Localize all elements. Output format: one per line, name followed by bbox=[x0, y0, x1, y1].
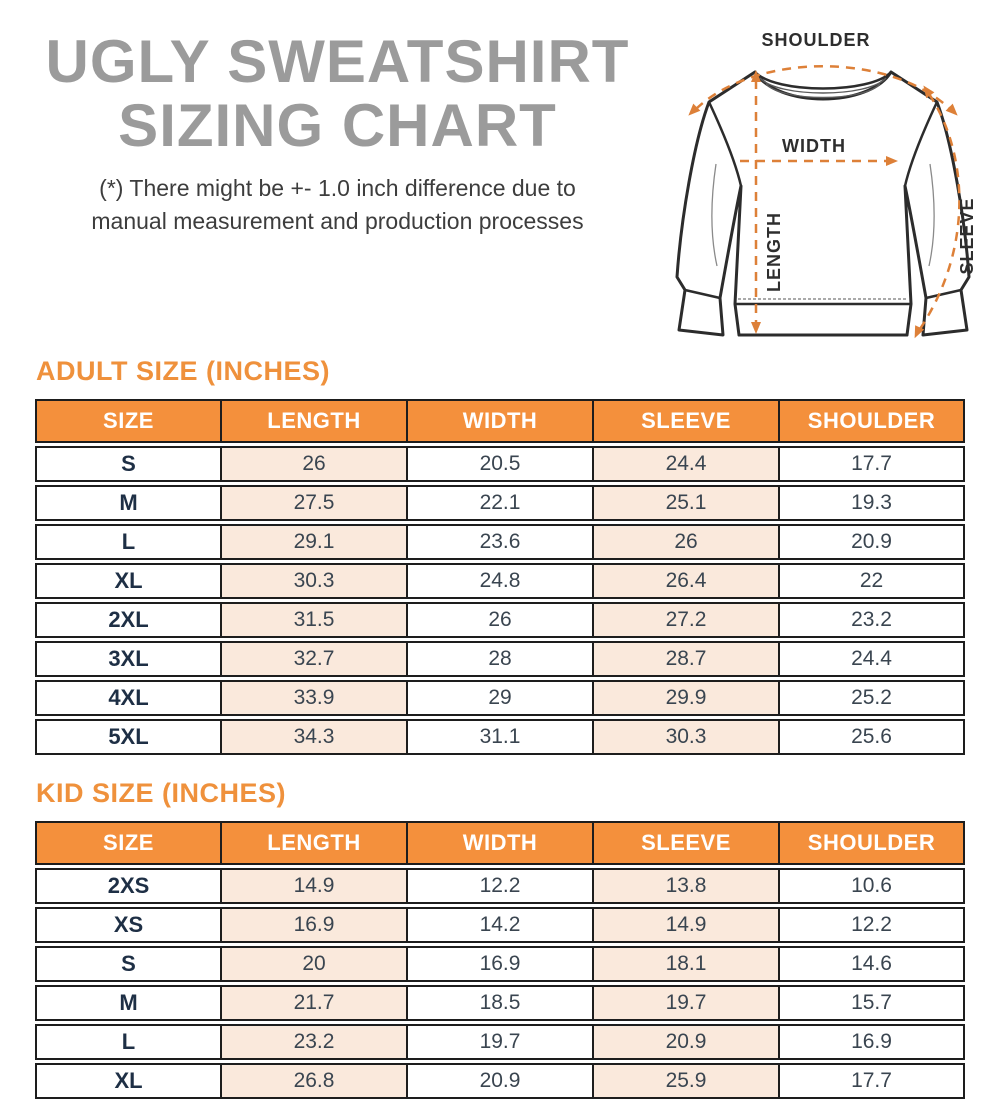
kid-col-sleeve: SLEEVE bbox=[593, 821, 779, 865]
shoulder-cell: 15.7 bbox=[779, 985, 965, 1021]
adult-col-size: SIZE bbox=[35, 399, 221, 443]
shoulder-arrowhead-right bbox=[946, 104, 962, 120]
adult-header-row bbox=[35, 399, 965, 443]
kid-col-size: SIZE bbox=[35, 821, 221, 865]
width-cell: 19.7 bbox=[407, 1024, 593, 1060]
length-cell: 26.8 bbox=[221, 1063, 407, 1099]
sleeve-cell: 25.1 bbox=[593, 485, 779, 521]
adult-col-sleeve: SLEEVE bbox=[593, 399, 779, 443]
adult-size-table bbox=[35, 396, 965, 758]
shoulder-cell: 20.9 bbox=[779, 524, 965, 560]
size-cell: 2XS bbox=[35, 868, 221, 904]
kid-size-table bbox=[35, 818, 965, 1102]
table-row bbox=[35, 868, 965, 904]
width-cell: 22.1 bbox=[407, 485, 593, 521]
table-row bbox=[35, 641, 965, 677]
size-cell: L bbox=[35, 1024, 221, 1060]
kid-size-heading: KID SIZE (INCHES) bbox=[36, 778, 287, 808]
sleeve-cell: 25.9 bbox=[593, 1063, 779, 1099]
width-cell: 16.9 bbox=[407, 946, 593, 982]
length-cell: 21.7 bbox=[221, 985, 407, 1021]
header-section bbox=[0, 0, 1000, 346]
length-cell: 14.9 bbox=[221, 868, 407, 904]
kid-col-width: WIDTH bbox=[407, 821, 593, 865]
size-cell: 3XL bbox=[35, 641, 221, 677]
shoulder-cell: 14.6 bbox=[779, 946, 965, 982]
shoulder-cell: 25.2 bbox=[779, 680, 965, 716]
size-cell: S bbox=[35, 946, 221, 982]
table-row bbox=[35, 1063, 965, 1099]
sleeve-cell: 30.3 bbox=[593, 719, 779, 755]
width-label: WIDTH bbox=[782, 136, 846, 156]
length-cell: 30.3 bbox=[221, 563, 407, 599]
sleeve-cell: 29.9 bbox=[593, 680, 779, 716]
table-row bbox=[35, 524, 965, 560]
length-cell: 34.3 bbox=[221, 719, 407, 755]
length-cell: 20 bbox=[221, 946, 407, 982]
kid-col-length: LENGTH bbox=[221, 821, 407, 865]
sleeve-cell: 19.7 bbox=[593, 985, 779, 1021]
width-cell: 29 bbox=[407, 680, 593, 716]
size-cell: 4XL bbox=[35, 680, 221, 716]
table-row bbox=[35, 1024, 965, 1060]
kid-header-row bbox=[35, 821, 965, 865]
length-cell: 23.2 bbox=[221, 1024, 407, 1060]
size-cell: XL bbox=[35, 563, 221, 599]
width-cell: 28 bbox=[407, 641, 593, 677]
size-cell: 2XL bbox=[35, 602, 221, 638]
shoulder-cell: 10.6 bbox=[779, 868, 965, 904]
page-title-line2: SIZING CHART bbox=[118, 92, 557, 160]
length-cell: 31.5 bbox=[221, 602, 407, 638]
sleeve-cell: 28.7 bbox=[593, 641, 779, 677]
adult-col-shoulder: SHOULDER bbox=[779, 399, 965, 443]
length-label: LENGTH bbox=[764, 212, 784, 292]
shoulder-cell: 17.7 bbox=[779, 446, 965, 482]
length-cell: 32.7 bbox=[221, 641, 407, 677]
table-row bbox=[35, 946, 965, 982]
size-cell: M bbox=[35, 485, 221, 521]
kid-col-shoulder: SHOULDER bbox=[779, 821, 965, 865]
length-cell: 29.1 bbox=[221, 524, 407, 560]
size-cell: S bbox=[35, 446, 221, 482]
adult-size-heading: ADULT SIZE (INCHES) bbox=[36, 356, 330, 386]
page-title bbox=[0, 30, 675, 158]
shoulder-cell: 22 bbox=[779, 563, 965, 599]
title-block bbox=[0, 0, 675, 237]
size-cell: XS bbox=[35, 907, 221, 943]
size-cell: L bbox=[35, 524, 221, 560]
shoulder-cell: 19.3 bbox=[779, 485, 965, 521]
table-row bbox=[35, 985, 965, 1021]
sweatshirt-measurement-diagram bbox=[656, 14, 1000, 348]
width-cell: 20.9 bbox=[407, 1063, 593, 1099]
shoulder-cell: 17.7 bbox=[779, 1063, 965, 1099]
width-cell: 24.8 bbox=[407, 563, 593, 599]
sleeve-cell: 13.8 bbox=[593, 868, 779, 904]
width-cell: 23.6 bbox=[407, 524, 593, 560]
shoulder-cell: 25.6 bbox=[779, 719, 965, 755]
sleeve-cell: 26.4 bbox=[593, 563, 779, 599]
table-row bbox=[35, 907, 965, 943]
width-cell: 14.2 bbox=[407, 907, 593, 943]
sleeve-cell: 24.4 bbox=[593, 446, 779, 482]
table-row bbox=[35, 680, 965, 716]
width-cell: 26 bbox=[407, 602, 593, 638]
shoulder-cell: 16.9 bbox=[779, 1024, 965, 1060]
sleeve-cell: 18.1 bbox=[593, 946, 779, 982]
table-row bbox=[35, 446, 965, 482]
size-cell: 5XL bbox=[35, 719, 221, 755]
disclaimer-text bbox=[0, 172, 675, 236]
shoulder-cell: 12.2 bbox=[779, 907, 965, 943]
width-cell: 20.5 bbox=[407, 446, 593, 482]
page-title-line1: UGLY SWEATSHIRT bbox=[45, 28, 630, 95]
width-cell: 31.1 bbox=[407, 719, 593, 755]
shoulder-cell: 24.4 bbox=[779, 641, 965, 677]
adult-col-length: LENGTH bbox=[221, 399, 407, 443]
table-row bbox=[35, 602, 965, 638]
sweatshirt-outline bbox=[677, 72, 969, 335]
length-cell: 27.5 bbox=[221, 485, 407, 521]
shoulder-label: SHOULDER bbox=[761, 30, 871, 50]
table-row bbox=[35, 563, 965, 599]
size-cell: XL bbox=[35, 1063, 221, 1099]
width-cell: 12.2 bbox=[407, 868, 593, 904]
size-cell: M bbox=[35, 985, 221, 1021]
table-row bbox=[35, 719, 965, 755]
sleeve-cell: 26 bbox=[593, 524, 779, 560]
disclaimer-line2: manual measurement and production processes bbox=[91, 207, 584, 234]
sleeve-cell: 27.2 bbox=[593, 602, 779, 638]
length-cell: 33.9 bbox=[221, 680, 407, 716]
sleeve-cell: 14.9 bbox=[593, 907, 779, 943]
sleeve-label: SLEEVE bbox=[957, 197, 977, 275]
length-cell: 26 bbox=[221, 446, 407, 482]
adult-col-width: WIDTH bbox=[407, 399, 593, 443]
shoulder-cell: 23.2 bbox=[779, 602, 965, 638]
width-cell: 18.5 bbox=[407, 985, 593, 1021]
length-cell: 16.9 bbox=[221, 907, 407, 943]
sleeve-cell: 20.9 bbox=[593, 1024, 779, 1060]
table-row bbox=[35, 485, 965, 521]
disclaimer-line1: (*) There might be +- 1.0 inch difference due to bbox=[99, 175, 576, 202]
